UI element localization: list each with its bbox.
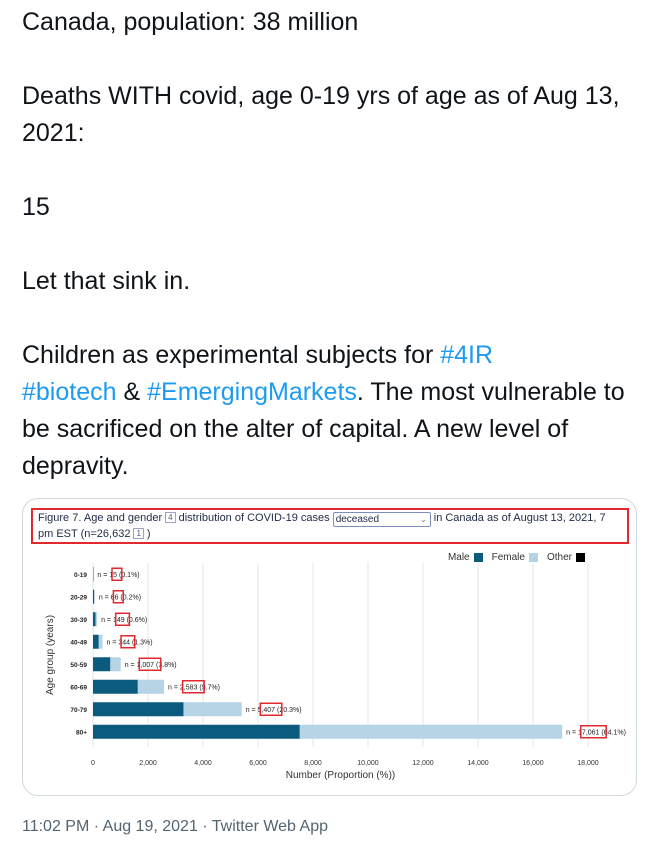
bar-male-30-39 — [93, 612, 95, 626]
tweet-line-sink: Let that sink in. — [22, 267, 191, 295]
x-tick-label: 0 — [91, 760, 95, 767]
bar-male-70-79 — [93, 702, 183, 716]
tweet-source-app: Twitter Web App — [211, 818, 328, 835]
x-tick-label: 12,000 — [412, 760, 434, 767]
legend-male-label: Male — [447, 552, 470, 563]
y-tick-label: 40-49 — [70, 639, 87, 647]
hashtag-emergingmarkets-link[interactable]: #EmergingMarkets — [147, 378, 357, 406]
bar-female-0-19 — [93, 567, 94, 581]
hashtag-biotech-link[interactable]: #biotech — [22, 378, 117, 406]
footnote-ref-4: 4 — [165, 512, 175, 523]
separator-dot: · — [197, 818, 212, 835]
x-tick-label: 18,000 — [577, 760, 599, 767]
x-tick-label: 16,000 — [522, 760, 544, 767]
tweet-line-count: 15 — [22, 193, 50, 221]
bar-male-40-49 — [93, 635, 99, 649]
y-tick-label: 0-19 — [73, 571, 87, 579]
x-tick-label: 10,000 — [357, 760, 379, 767]
bar-female-30-39 — [95, 612, 97, 626]
chevron-down-icon: ⌄ — [419, 515, 427, 524]
footnote-ref-1: 1 — [133, 528, 143, 539]
y-tick-label: 50-59 — [70, 661, 87, 669]
bar-chart — [23, 499, 636, 795]
y-tick-label: 60-69 — [70, 684, 87, 692]
tweet-media-image[interactable] — [22, 498, 637, 796]
figure-title-part1: Figure 7. Age and gender — [38, 512, 163, 524]
tweet-text — [22, 4, 642, 485]
bar-data-label: n = 344 (1.3%) — [106, 639, 153, 647]
separator-dot: · — [89, 818, 103, 835]
bar-male-60-69 — [93, 680, 138, 694]
bar-female-50-59 — [110, 657, 120, 671]
legend-female-label: Female — [491, 552, 525, 563]
bar-data-label: n = 17,061 (64.1%) — [566, 729, 626, 737]
bar-data-label: n = 149 (0.6%) — [101, 616, 148, 624]
bar-female-20-29 — [94, 590, 95, 604]
tweet-line-population: Canada, population: 38 million — [22, 8, 359, 36]
x-tick-label: 2,000 — [139, 760, 157, 767]
tweet-time-link[interactable]: 11:02 PM — [22, 818, 90, 835]
y-tick-label: 80+ — [75, 729, 87, 737]
tweet-line-deaths: Deaths WITH covid, age 0-19 yrs of age as of Aug 13, 2021: — [22, 82, 620, 147]
bar-male-80+ — [93, 725, 300, 739]
y-tick-label: 20-29 — [70, 594, 87, 602]
bar-female-80+ — [300, 725, 562, 739]
tweet-line-children-suffix: . The most vulnerable to be sacrificed on the alter of capital. A new level of depravity. — [22, 378, 625, 480]
y-axis-label: Age group (years) — [45, 614, 56, 696]
figure-title-part3: in Canada as of August 13, 2021, 7 pm EST (n=26,632 — [38, 512, 606, 540]
bar-male-50-59 — [93, 657, 110, 671]
bar-male-20-29 — [93, 590, 94, 604]
figure-title-part4: ) — [146, 528, 151, 540]
hashtag-4ir-link[interactable]: #4IR — [440, 341, 494, 369]
bar-data-label: n = 1,007 (3.8%) — [124, 661, 177, 669]
x-tick-label: 14,000 — [467, 760, 489, 767]
bar-female-40-49 — [99, 635, 103, 649]
bar-data-label: n = 5,407 (20.3%) — [245, 706, 302, 714]
bar-female-60-69 — [138, 680, 164, 694]
ampersand: & — [116, 378, 148, 406]
x-tick-label: 8,000 — [304, 760, 322, 767]
figure-title-part2: distribution of COVID-19 cases — [178, 512, 330, 524]
tweet-line-children-prefix: Children as experimental subjects for — [22, 341, 441, 369]
x-axis-label: Number (Proportion (%)) — [285, 770, 396, 781]
y-tick-label: 70-79 — [70, 706, 87, 714]
bar-data-label: n = 2,583 (9.7%) — [168, 684, 220, 692]
x-tick-label: 6,000 — [249, 760, 267, 767]
bar-data-label: n = 66 (0.2%) — [98, 594, 142, 602]
bar-data-label: n = 15 (0.1%) — [97, 571, 140, 579]
tweet-timestamp — [22, 818, 328, 836]
legend-other-label: Other — [546, 552, 572, 563]
tweet-line-children — [22, 337, 642, 485]
tweet-date-link[interactable]: Aug 19, 2021 — [102, 818, 198, 835]
bar-female-70-79 — [183, 702, 241, 716]
case-type-select-value: deceased — [335, 514, 380, 525]
x-tick-label: 4,000 — [194, 760, 212, 767]
y-tick-label: 30-39 — [70, 616, 87, 624]
